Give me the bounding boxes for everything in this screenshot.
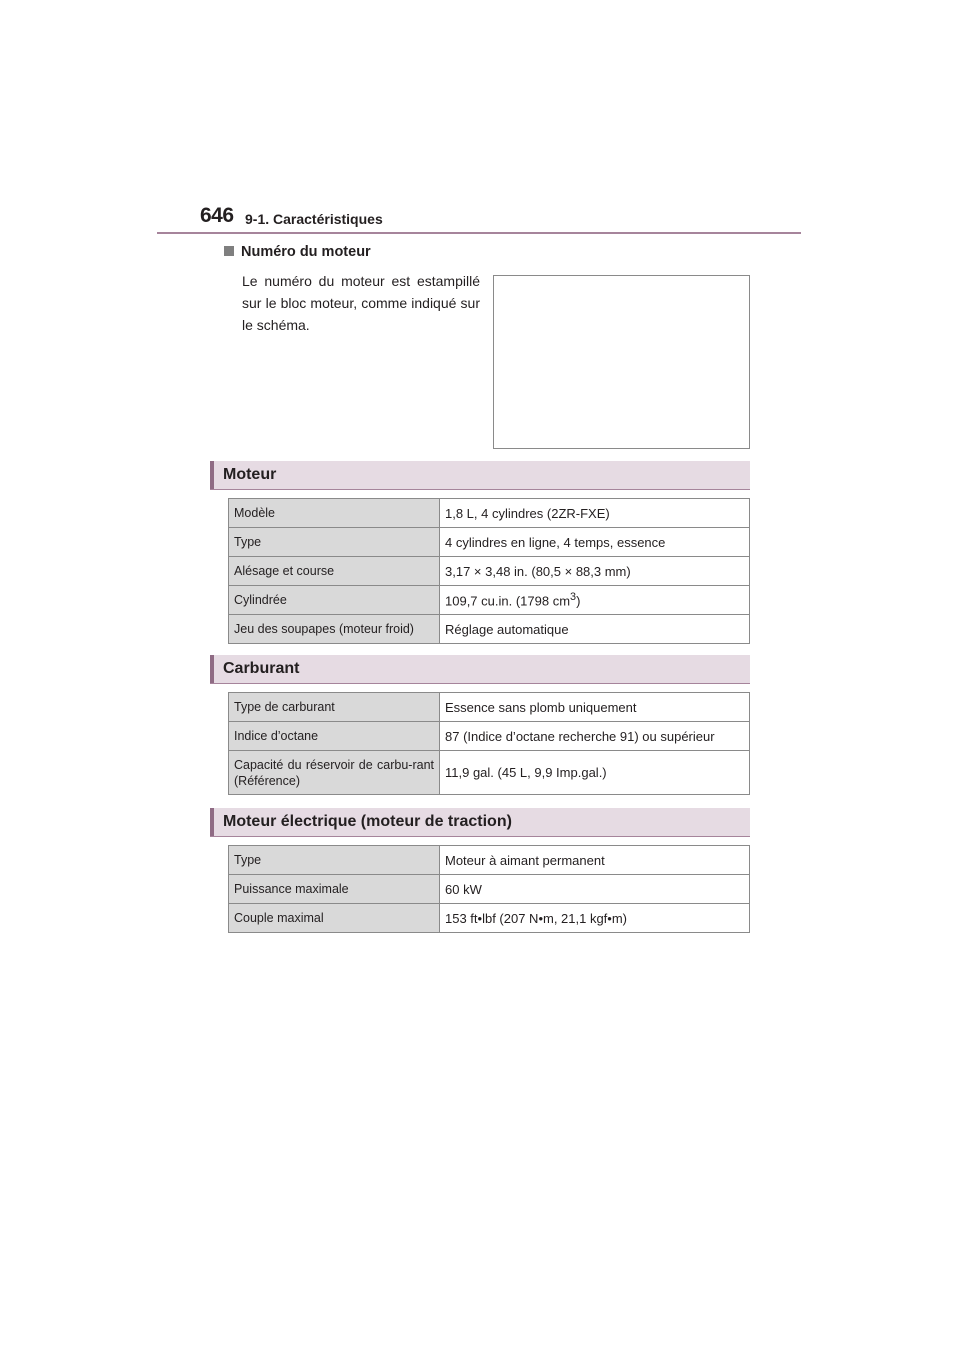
carburant-spec-table <box>228 692 750 795</box>
spec-label: Indice d’octane <box>229 722 440 751</box>
engine-number-description: Le numéro du moteur est estampillé sur le bloc moteur, comme indiqué sur le schéma. <box>242 273 480 333</box>
table-row <box>229 846 750 875</box>
section-carburant <box>210 655 750 684</box>
spec-label <box>229 751 440 795</box>
spec-value <box>440 586 750 615</box>
table-row <box>229 875 750 904</box>
table-row <box>229 722 750 751</box>
spec-label: Alésage et course <box>229 557 440 586</box>
table-row <box>229 693 750 722</box>
spec-value: Réglage automatique <box>440 615 750 644</box>
section-title-moteur: Moteur <box>223 466 277 483</box>
spec-value: 60 kW <box>440 875 750 904</box>
spec-label: Type de carburant <box>229 693 440 722</box>
moteur-spec-table <box>228 498 750 644</box>
spec-label: Puissance maximale <box>229 875 440 904</box>
page-number: 646 <box>200 204 234 227</box>
section-title-carburant: Carburant <box>223 660 300 677</box>
spec-value: Moteur à aimant permanent <box>440 846 750 875</box>
spec-label: Modèle <box>229 499 440 528</box>
superscript-3: 3 <box>570 591 577 604</box>
table-row <box>229 615 750 644</box>
spec-label: Cylindrée <box>229 586 440 615</box>
spec-label: Couple maximal <box>229 904 440 933</box>
spec-value: 87 (Indice d’octane recherche 91) ou supérieur <box>440 722 750 751</box>
table-row <box>229 904 750 933</box>
engine-number-heading <box>224 244 371 260</box>
page-header <box>200 204 800 234</box>
spec-value: 153 ft•lbf (207 N•m, 21,1 kgf•m) <box>440 904 750 933</box>
spec-value: Essence sans plomb uniquement <box>440 693 750 722</box>
spec-value: 11,9 gal. (45 L, 9,9 Imp.gal.) <box>440 751 750 795</box>
spec-label: Jeu des soupapes (moteur froid) <box>229 615 440 644</box>
table-row <box>229 557 750 586</box>
square-bullet-icon <box>224 246 234 256</box>
spec-label: Type <box>229 846 440 875</box>
spec-value: 3,17 × 3,48 in. (80,5 × 88,3 mm) <box>440 557 750 586</box>
table-row <box>229 751 750 795</box>
engine-number-heading-text: Numéro du moteur <box>241 244 371 260</box>
table-row <box>229 528 750 557</box>
section-title-moteur-electrique: Moteur électrique (moteur de traction) <box>223 813 512 830</box>
spec-value: 1,8 L, 4 cylindres (2ZR-FXE) <box>440 499 750 528</box>
chapter-title: 9-1. Caractéristiques <box>245 211 383 227</box>
section-moteur <box>210 461 750 490</box>
table-row <box>229 586 750 615</box>
closing-paren: ) <box>576 593 581 609</box>
moteur-electrique-spec-table <box>228 845 750 933</box>
section-moteur-electrique <box>210 808 750 837</box>
spec-label: Type <box>229 528 440 557</box>
displacement-value: 109,7 cu.in. (1798 cm <box>445 593 571 609</box>
table-row <box>229 499 750 528</box>
engine-number-figure <box>493 275 750 449</box>
tank-capacity-label: Capacité du réservoir de carbu-rant (Référence) <box>234 757 434 788</box>
header-rule <box>157 232 801 234</box>
spec-value: 4 cylindres en ligne, 4 temps, essence <box>440 528 750 557</box>
